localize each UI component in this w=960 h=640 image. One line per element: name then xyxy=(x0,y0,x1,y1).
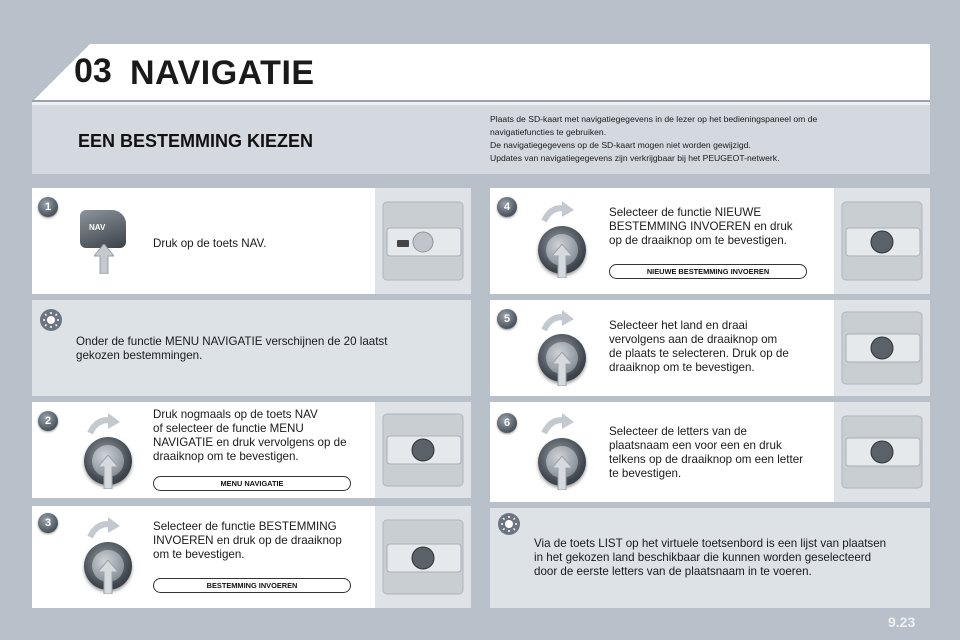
rotate-arrow-icon xyxy=(540,310,574,332)
nieuwe-bestemming-invoeren-button[interactable]: NIEUWE BESTEMMING INVOEREN xyxy=(609,264,807,279)
step-4-badge: 4 xyxy=(497,197,517,217)
control-panel-illustration xyxy=(834,300,930,396)
lightbulb-icon xyxy=(498,513,520,535)
press-arrow-icon xyxy=(552,244,572,278)
step-1-badge: 1 xyxy=(38,197,58,217)
press-arrow-icon xyxy=(94,244,114,274)
control-panel-illustration xyxy=(834,188,930,294)
chapter-title: NAVIGATIE xyxy=(130,54,315,92)
rotate-arrow-icon xyxy=(86,517,120,539)
lightbulb-icon xyxy=(40,309,62,331)
control-panel-illustration xyxy=(375,188,471,294)
press-arrow-icon xyxy=(552,352,572,386)
press-arrow-icon xyxy=(98,560,118,594)
press-arrow-icon xyxy=(98,455,118,489)
control-panel-illustration xyxy=(375,402,471,498)
section-title: EEN BESTEMMING KIEZEN xyxy=(78,131,314,151)
control-panel-illustration xyxy=(375,506,471,608)
step-6-panel-photo xyxy=(834,402,930,502)
step-3-panel-photo xyxy=(375,506,471,608)
step-5-text: Selecteer het land en draai vervolgens aan de draaiknop om de plaats te selecteren. Druk op de draaiknop om te bevestigen. xyxy=(609,319,789,374)
tip-1-text: Onder de functie MENU NAVIGATIE verschijnen de 20 laatst gekozen bestemmingen. xyxy=(76,335,388,362)
press-arrow-icon xyxy=(552,456,572,490)
step-1-panel-photo xyxy=(375,188,471,294)
step-5-panel-photo xyxy=(834,300,930,396)
step-3-text: Selecteer de functie BESTEMMING INVOEREN en druk op de draaiknop om te bevestigen. xyxy=(153,520,342,561)
step-5-badge: 5 xyxy=(497,309,517,329)
menu-navigatie-button[interactable]: MENU NAVIGATIE xyxy=(153,476,351,491)
rotate-arrow-icon xyxy=(86,413,120,435)
bestemming-invoeren-button[interactable]: BESTEMMING INVOEREN xyxy=(153,578,351,593)
control-panel-illustration xyxy=(834,402,930,502)
tip-2-text: Via de toets LIST op het virtuele toetsenbord is een lijst van plaatsen in het gekozen land beschikbaar die kunnen worden geselecteerd door de eerste letters van de plaatsnaam in te voeren. xyxy=(534,537,887,578)
step-1-text: Druk op de toets NAV. xyxy=(153,237,267,250)
step-2-text: Druk nogmaals op de toets NAV of selecteer de functie MENU NAVIGATIE en druk vervolgens op de draaiknop om te bevestigen. xyxy=(153,408,347,463)
step-4-panel-photo xyxy=(834,188,930,294)
step-6-text: Selecteer de letters van de plaatsnaam een voor een en druk telkens op de draaiknop om een letter te bevestigen. xyxy=(609,425,803,480)
chapter-number: 03 xyxy=(74,52,112,90)
intro-text: Plaats de SD-kaart met navigatiegegevens in de lezer op het bedieningspaneel om de navigatiefuncties te gebruiken. De navigatiegegevens op de SD-kaart mogen niet worden gewijzigd. Updates van navigatiegegevens zijn verkrijgbaar bij het PEUGEOT-netwerk. xyxy=(490,114,818,163)
step-2-badge: 2 xyxy=(38,411,58,431)
page-number: 9.23 xyxy=(888,614,916,630)
rotate-arrow-icon xyxy=(540,201,574,223)
step-3-badge: 3 xyxy=(38,513,58,533)
nav-key-icon: NAV xyxy=(80,210,126,248)
step-6-badge: 6 xyxy=(497,413,517,433)
step-2-panel-photo xyxy=(375,402,471,498)
step-4-text: Selecteer de functie NIEUWE BESTEMMING INVOEREN en druk op de draaiknop om te bevestigen. xyxy=(609,206,793,247)
rotate-arrow-icon xyxy=(540,413,574,435)
